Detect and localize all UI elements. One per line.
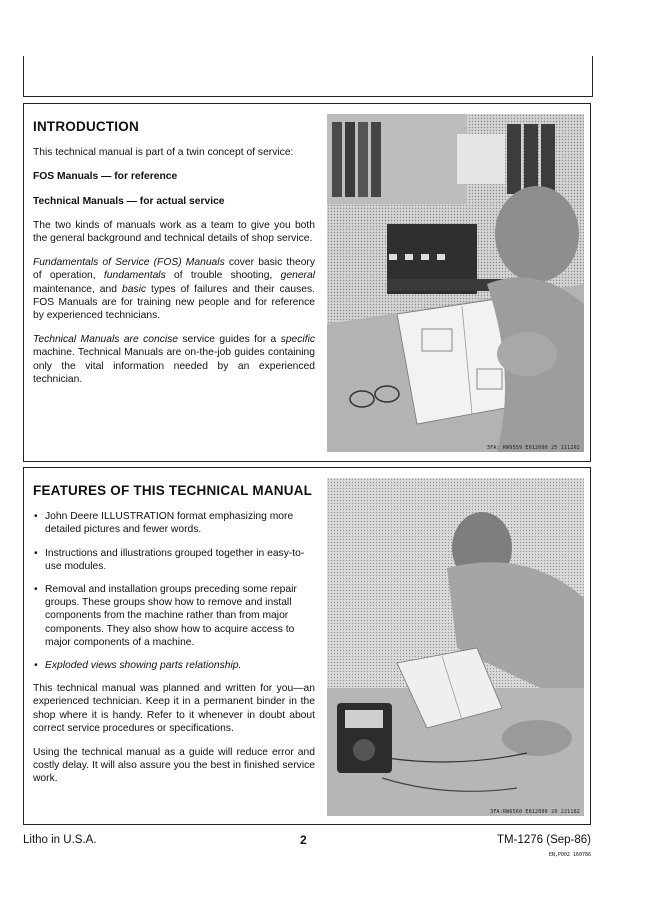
- intro-paragraph-3: [33, 256, 315, 322]
- list-item: • Instructions and illustrations grouped together in easy-to-use modules.: [33, 547, 315, 573]
- text-run: machine. Technical Manuals are on-the-job guides containing only the vital information needed by an experienced technician.: [33, 347, 315, 385]
- photo-reference-code: 3FA:RW6560 E012000 20 221182: [490, 809, 580, 815]
- photo-illustration-2: [327, 478, 584, 816]
- intro-paragraph-4: [33, 333, 315, 386]
- footer-manual-id: TM-1276 (Sep-86): [497, 834, 591, 846]
- text-run: service guides for a: [178, 334, 281, 346]
- tm-term: Technical Manuals are concise: [33, 334, 179, 346]
- emphasis: basic: [121, 283, 147, 295]
- features-list: [33, 510, 315, 672]
- technician-reading-manual-photo: [327, 114, 584, 452]
- fos-manuals-label: FOS Manuals — for reference: [33, 171, 178, 183]
- intro-paragraph-1: This technical manual is part of a twin concept of service:: [33, 147, 294, 159]
- list-item: • Removal and installation groups preceding some repair groups. These groups show how to remove and install components from the machine rather than from major components. They also show how to acquire access to major components of a machine.: [33, 583, 315, 649]
- features-heading: FEATURES OF THIS TECHNICAL MANUAL: [33, 483, 313, 498]
- introduction-section: [23, 103, 591, 462]
- list-item: • Exploded views showing parts relationship.: [33, 659, 315, 672]
- technical-manuals-label: Technical Manuals — for actual service: [33, 195, 225, 207]
- emphasis: fundamentals: [103, 270, 166, 282]
- emphasis: general: [280, 270, 315, 282]
- introduction-heading: INTRODUCTION: [33, 119, 139, 134]
- footer-litho: Litho in U.S.A.: [23, 834, 97, 846]
- photo-reference-code: 3FA: RW9559 E012000 25 111202: [486, 445, 580, 451]
- emphasis: specific: [280, 334, 316, 346]
- features-section: [23, 467, 591, 825]
- features-text: [33, 478, 315, 797]
- features-paragraph-1: This technical manual was planned and written for you—an experienced technician. Keep it in a permanent binder in the shop where it is handy. Refer to it whenever in doubt about correct service procedures or specifications.: [33, 683, 315, 734]
- introduction-text: [33, 114, 315, 397]
- text-run: types of failures and their causes. FOS Manuals are for training new people and for reference by experienced technicians.: [33, 283, 315, 322]
- intro-paragraph-2: The two kinds of manuals work as a team to give you both the general background and technical details of shop service.: [33, 219, 315, 245]
- text-run: of trouble shooting,: [165, 270, 281, 282]
- header-box: [23, 56, 593, 97]
- technician-using-meter-photo: [327, 478, 584, 816]
- fos-term: Fundamentals of Service (FOS) Manuals: [33, 257, 225, 269]
- text-run: maintenance, and: [33, 283, 122, 295]
- list-item: • John Deere ILLUSTRATION format emphasizing more detailed pictures and fewer words.: [33, 510, 315, 536]
- page-number: 2: [300, 833, 307, 847]
- features-paragraph-2: Using the technical manual as a guide will reduce error and costly delay. It will also assure you the best in finished service work.: [33, 747, 315, 785]
- footer-code: EN,P002 160786: [548, 852, 591, 858]
- photo-illustration-1: [327, 114, 584, 452]
- text-run: cover basic theory of operation,: [33, 257, 316, 282]
